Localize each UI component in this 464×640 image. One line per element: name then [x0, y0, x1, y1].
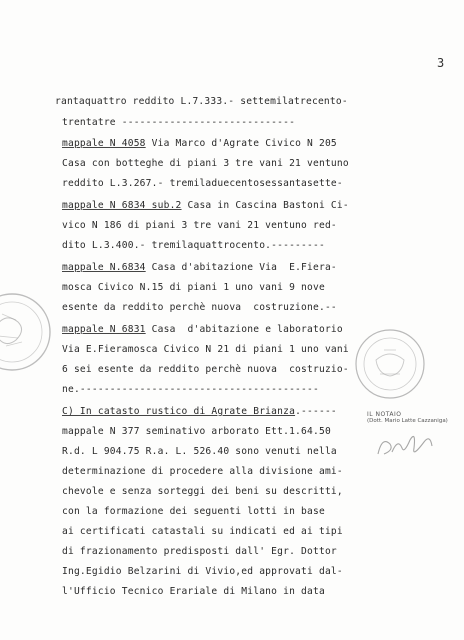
text-line — [62, 158, 464, 176]
text-line — [55, 96, 464, 114]
text-line — [62, 282, 464, 300]
text-line — [62, 302, 464, 320]
line-text: chevole e senza sorteggi dei beni su descritti, — [62, 486, 343, 497]
notary-title: IL NOTAIO — [367, 411, 402, 418]
text-line — [62, 138, 464, 156]
line-text: con la formazione dei seguenti lotti in base — [62, 506, 325, 517]
line-text: reddito L.3.267.- tremiladuecentosessantasette- — [62, 178, 343, 189]
line-text: mosca Civico N.15 di piani 1 uno vani 9 nove — [62, 282, 325, 293]
line-text: 6 sei esente da reddito perchè nuova costruzio- — [62, 364, 349, 375]
text-line — [62, 220, 464, 238]
text-line — [62, 466, 464, 484]
line-text: Casa in Cascina Bastoni Ci- — [181, 200, 349, 211]
text-line — [62, 178, 464, 196]
line-text: vico N 186 di piani 3 tre vani 21 ventuno red- — [62, 220, 337, 231]
text-line — [62, 506, 464, 524]
line-text: mappale N 377 seminativo arborato Ett.1.64.50 — [62, 426, 331, 437]
right-seal-stamp — [350, 326, 430, 406]
line-text: Via E.Fieramosca Civico N 21 di piani 1 uno vani — [62, 344, 349, 355]
text-line — [62, 586, 464, 604]
line-text: Via Marco d'Agrate Civico N 205 — [145, 138, 337, 149]
underlined-reference: mappale N 6831 — [62, 324, 146, 335]
text-line — [62, 262, 464, 280]
line-text: .------ — [295, 406, 337, 417]
line-text: dito L.3.400.- tremilaquattrocento.--------- — [62, 240, 325, 251]
text-line — [62, 240, 464, 258]
line-text: R.d. L 904.75 R.a. L. 526.40 sono venuti nella — [62, 446, 337, 457]
text-line — [62, 526, 464, 544]
line-text: determinazione di procedere alla divisione ami- — [62, 466, 343, 477]
line-text: ne.---------------------------------------- — [62, 384, 319, 395]
text-line — [62, 486, 464, 504]
underlined-reference: C) In catasto rustico di Agrate Brianza — [62, 406, 296, 417]
text-line — [62, 566, 464, 584]
underlined-reference: mappale N 4058 — [62, 138, 146, 149]
text-line — [62, 200, 464, 218]
line-text: ai certificati catastali su indicati ed ai tipi — [62, 526, 343, 537]
notary-name: (Dott. Mario Latte Cazzaniga) — [367, 418, 448, 424]
line-text: rantaquattro reddito L.7.333.- settemilatrecento- — [55, 96, 348, 107]
line-text: esente da reddito perchè nuova costruzione.-- — [62, 302, 337, 313]
text-line — [62, 546, 464, 564]
line-text: Casa con botteghe di piani 3 tre vani 21 ventuno — [62, 158, 349, 169]
line-text: l'Ufficio Tecnico Erariale di Milano in data — [62, 586, 325, 597]
underlined-reference: mappale N.6834 — [62, 262, 146, 273]
page-number: 3 — [437, 56, 445, 70]
notary-label — [367, 411, 448, 424]
line-text: Ing.Egidio Belzarini di Vivio,ed approvati dal- — [62, 566, 343, 577]
notary-signature — [372, 428, 442, 464]
left-seal-stamp — [0, 286, 58, 378]
underlined-reference: mappale N 6834 sub.2 — [62, 200, 182, 211]
line-text: Casa d'abitazione e laboratorio — [145, 324, 343, 335]
line-text: Casa d'abitazione Via E.Fiera- — [145, 262, 337, 273]
line-text: di frazionamento predisposti dall' Egr. Dottor — [62, 546, 337, 557]
line-text: trentatre ----------------------------- — [62, 117, 296, 128]
text-line — [62, 117, 464, 135]
